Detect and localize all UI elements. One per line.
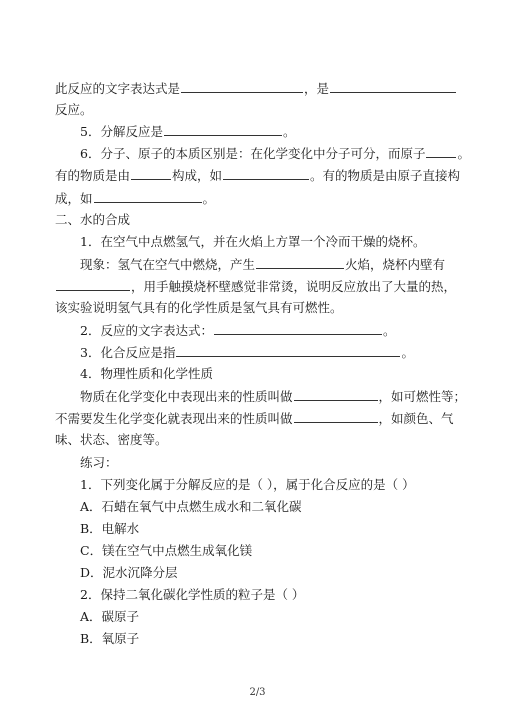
text-segment: 现象：氢气在空气中燃烧，产生 — [80, 257, 256, 272]
text-segment: 。有的物质是由原子直接构 — [310, 168, 461, 183]
option-line — [0, 497, 515, 517]
text-segment: A．石蜡在氧气中点燃生成水和二氧化碳 — [80, 499, 302, 514]
text-segment: 不需要发生化学变化就表现出来的性质叫做 — [55, 411, 293, 426]
text-segment: 味、状态、密度等。 — [55, 432, 168, 447]
text-segment: 。 — [457, 146, 470, 161]
fill-blank — [56, 276, 130, 291]
text-line — [0, 188, 515, 208]
text-segment: 物质在化学变化中表现出来的性质叫做 — [80, 389, 293, 404]
option-line — [0, 519, 515, 539]
text-segment: 二、水的合成 — [55, 212, 131, 227]
text-segment: ，如可燃性等； — [378, 389, 467, 404]
text-segment: B．氧原子 — [80, 631, 140, 646]
text-segment: 反应。 — [55, 102, 93, 117]
option-line — [0, 541, 515, 561]
text-segment: 2．反应的文字表达式： — [80, 323, 213, 338]
section-heading — [0, 210, 515, 230]
text-line — [0, 298, 515, 318]
text-segment: 。 — [282, 124, 296, 139]
fill-blank — [223, 165, 309, 180]
option-line — [0, 563, 515, 583]
text-line — [0, 453, 515, 473]
text-segment: 2．保持二氧化碳化学性质的粒子是（ ） — [80, 587, 305, 602]
text-segment: 。 — [202, 191, 216, 206]
fill-blank — [214, 320, 382, 335]
fill-blank — [94, 188, 202, 203]
text-line — [0, 100, 515, 120]
text-line — [0, 276, 515, 296]
page-number: 2/3 — [249, 687, 266, 698]
text-line — [0, 143, 515, 163]
text-segment: 1．下列变化属于分解反应的是（ ），属于化合反应的是（ ） — [80, 477, 415, 492]
text-line — [0, 386, 515, 406]
text-segment: 练习： — [80, 455, 118, 470]
text-segment: 6．分子、原子的本质区别是：在化学变化中分子可分，而原子 — [80, 146, 426, 161]
fill-blank — [176, 342, 400, 357]
text-line — [0, 165, 515, 185]
text-segment: 5．分解反应是 — [80, 124, 163, 139]
text-line — [0, 430, 515, 450]
text-segment: C．镁在空气中点燃生成氧化镁 — [80, 543, 253, 558]
text-line — [0, 320, 515, 340]
question-line — [0, 585, 515, 605]
text-segment: 成，如 — [55, 191, 93, 206]
fill-blank — [330, 78, 456, 93]
text-segment: ，用手触摸烧杯壁感觉非常烫，说明反应放出了大量的热， — [131, 279, 457, 294]
fill-blank — [294, 408, 378, 423]
text-segment: 1．在空气中点燃氢气，并在火焰上方罩一个冷而干燥的烧杯。 — [80, 234, 426, 249]
text-segment: 。 — [401, 345, 414, 360]
option-line — [0, 629, 515, 649]
text-segment: 有的物质是由 — [55, 168, 131, 183]
text-line — [0, 232, 515, 252]
text-line — [0, 364, 515, 384]
text-segment: 火焰，烧杯内壁有 — [345, 257, 446, 272]
fill-blank — [256, 254, 344, 269]
text-segment: 该实验说明氢气具有的化学性质是氢气具有可燃性。 — [55, 300, 343, 315]
text-segment: A．碳原子 — [80, 609, 140, 624]
fill-blank — [426, 143, 456, 158]
fill-blank — [294, 386, 378, 401]
text-segment: 。 — [382, 323, 396, 338]
question-line — [0, 475, 515, 495]
text-line — [0, 408, 515, 428]
text-segment: B．电解水 — [80, 521, 140, 536]
text-segment: 此反应的文字表达式是 — [55, 81, 181, 96]
text-line — [0, 254, 515, 274]
fill-blank — [181, 78, 303, 93]
text-segment: 3．化合反应是指 — [80, 345, 176, 360]
option-line — [0, 607, 515, 627]
fill-blank — [131, 165, 171, 180]
fill-blank — [164, 121, 282, 136]
text-segment: ，是 — [304, 81, 330, 96]
text-line — [0, 342, 515, 362]
text-segment: ，如颜色、气 — [378, 411, 454, 426]
text-segment: 构成，如 — [172, 168, 223, 183]
text-line — [0, 78, 515, 98]
text-line — [0, 121, 515, 141]
text-segment: 4．物理性质和化学性质 — [80, 366, 213, 381]
text-segment: D．泥水沉降分层 — [80, 565, 178, 580]
